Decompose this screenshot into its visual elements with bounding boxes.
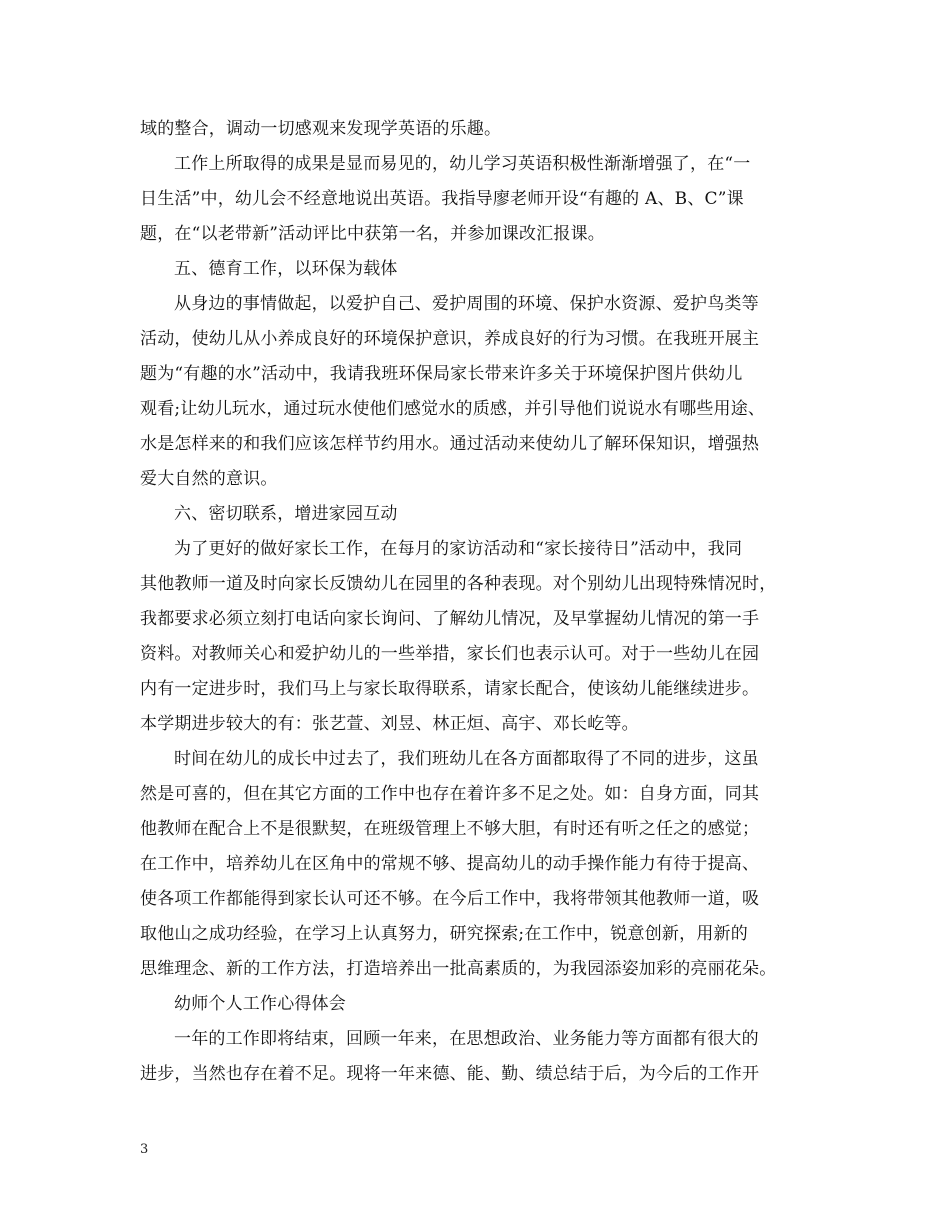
- text-line: 活动，使幼儿从小养成良好的环境保护意识，养成良好的行为习惯。在我班开展主: [140, 329, 760, 349]
- text-line: 内有一定进步时，我们马上与家长取得联系，请家长配合，使该幼儿能继续进步。: [140, 679, 760, 699]
- text-line: 本学期进步较大的有：张艺萱、刘昱、林正烜、高宇、邓长屹等。: [140, 714, 639, 734]
- paragraph-line: 工作上所取得的成果是显而易见的，幼儿学习英语积极性渐渐增强了，在“一: [174, 154, 751, 174]
- section-heading-home-school: 六、密切联系，增进家园互动: [174, 504, 398, 524]
- text-line: 其他教师一道及时向家长反馈幼儿在园里的各种表现。对个别幼儿出现特殊情况时，: [140, 574, 777, 594]
- text-line: 题，在“以老带新”活动评比中获第一名，并参加课改汇报课。: [140, 224, 605, 244]
- text-line: 观看;让幼儿玩水，通过玩水使他们感觉水的质感，并引导他们说说水有哪些用途、: [140, 399, 766, 419]
- paragraph-line: 为了更好的做好家长工作，在每月的家访活动和“家长接待日”活动中，我同: [174, 539, 743, 559]
- text-line: 我都要求必须立刻打电话向家长询问、了解幼儿情况，及早掌握幼儿情况的第一手: [140, 609, 760, 629]
- text-line: 水是怎样来的和我们应该怎样节约用水。通过活动来使幼儿了解环保知识，增强热: [140, 434, 760, 454]
- text-line: 思维理念、新的工作方法，打造培养出一批高素质的，为我园添姿加彩的亮丽花朵。: [140, 959, 777, 979]
- section-heading-reflection: 幼师个人工作心得体会: [174, 994, 346, 1014]
- text-line: 取他山之成功经验，在学习上认真努力，研究探索;在工作中，锐意创新，用新的: [140, 924, 748, 944]
- text-line: 域的整合，调动一切感观来发现学英语的乐趣。: [140, 119, 502, 139]
- text-line: 日生活”中，幼儿会不经意地说出英语。我指导廖老师开设“有趣的 A、B、C”课: [140, 189, 744, 209]
- text-line: 题为“有趣的水”活动中，我请我班环保局家长带来许多关于环境保护图片供幼儿: [140, 364, 743, 384]
- text-line: 他教师在配合上不是很默契，在班级管理上不够大胆，有时还有听之任之的感觉；: [140, 819, 760, 839]
- text-line: 使各项工作都能得到家长认可还不够。在今后工作中，我将带领其他教师一道，吸: [140, 889, 760, 909]
- text-line: 资料。对教师关心和爱护幼儿的一些举措，家长们也表示认可。对于一些幼儿在园: [140, 644, 760, 664]
- text-line: 然是可喜的，但在其它方面的工作中也存在着许多不足之处。如：自身方面，同其: [140, 784, 760, 804]
- page-number: 3: [140, 1142, 149, 1157]
- text-line: 在工作中，培养幼儿在区角中的常规不够、提高幼儿的动手操作能力有待于提高、: [140, 854, 760, 874]
- paragraph-line: 一年的工作即将结束，回顾一年来，在思想政治、业务能力等方面都有很大的: [174, 1029, 759, 1049]
- text-line: 爱大自然的意识。: [140, 469, 278, 489]
- paragraph-line: 时间在幼儿的成长中过去了，我们班幼儿在各方面都取得了不同的进步，这虽: [174, 749, 759, 769]
- text-line: 进步，当然也存在着不足。现将一年来德、能、勤、绩总结于后，为今后的工作开: [140, 1064, 760, 1084]
- section-heading-moral-education: 五、德育工作，以环保为载体: [174, 259, 398, 279]
- paragraph-line: 从身边的事情做起，以爱护自己、爱护周围的环境、保护水资源、爱护鸟类等: [174, 294, 759, 314]
